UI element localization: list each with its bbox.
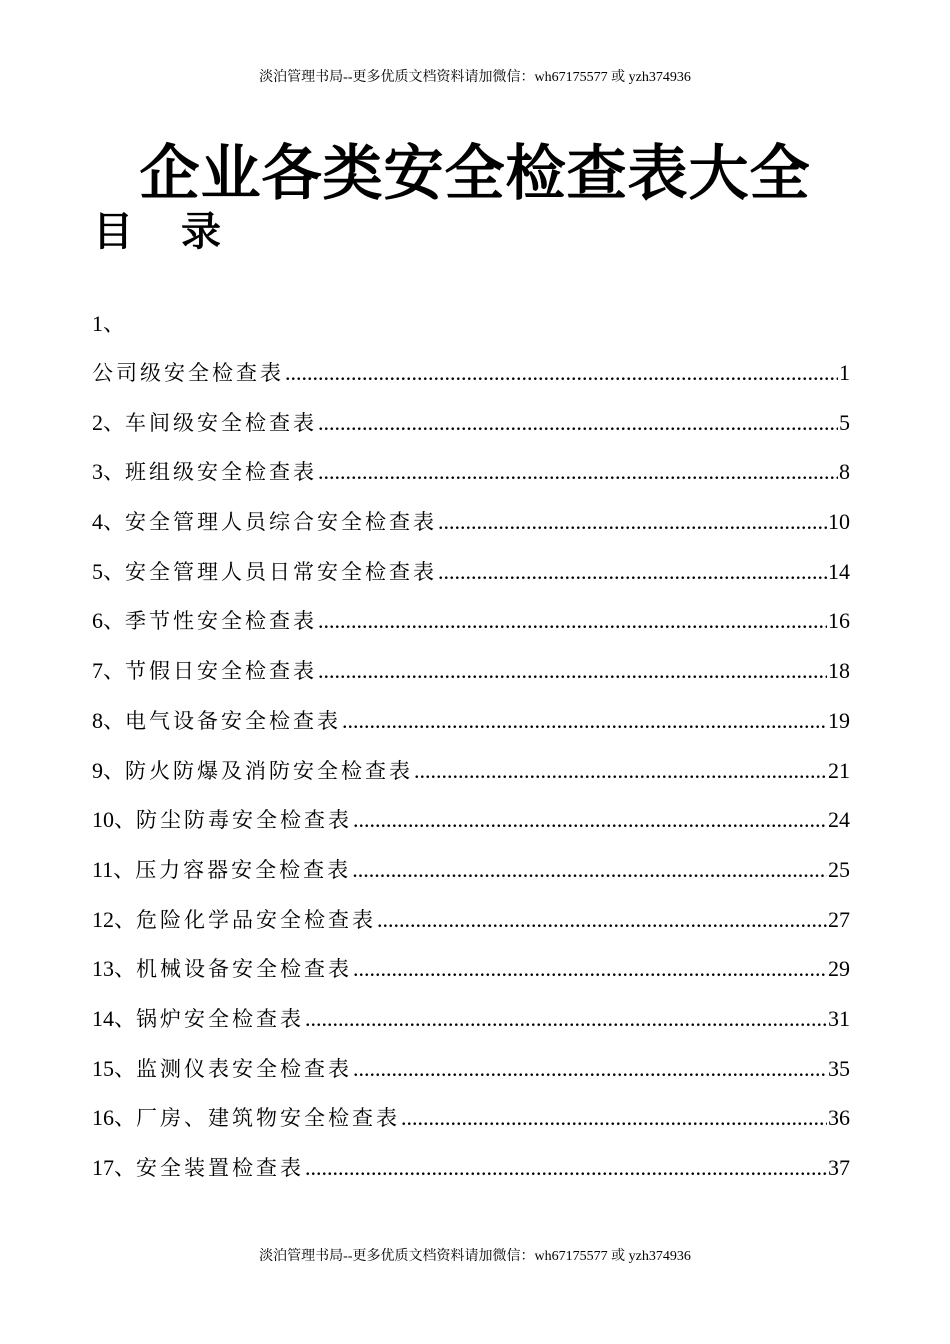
toc-entry-title: 电气设备安全检查表 (125, 708, 342, 733)
toc-entry-title: 防火防爆及消防安全检查表 (125, 758, 414, 783)
toc-page-number: 27 (828, 906, 850, 932)
toc-entry[interactable] (92, 1098, 850, 1148)
toc-entry-title: 厂房、建筑物安全检查表 (136, 1106, 401, 1131)
toc-entry-number: 4、 (92, 509, 126, 535)
toc-entry-number: 3、 (92, 459, 126, 485)
toc-entry[interactable] (92, 1049, 850, 1099)
toc-entry[interactable] (92, 502, 850, 552)
table-of-contents (92, 303, 850, 1198)
toc-entry[interactable] (92, 1148, 850, 1198)
toc-dot-leader (438, 552, 827, 592)
toc-entry-title: 监测仪表安全检查表 (136, 1056, 353, 1081)
toc-dot-leader (353, 1049, 827, 1089)
toc-entry-number: 11、 (92, 856, 136, 882)
toc-entry[interactable] (92, 552, 850, 602)
toc-entry[interactable] (92, 751, 850, 801)
toc-entry-number: 7、 (92, 658, 126, 684)
toc-dot-leader (318, 452, 838, 492)
toc-entry-title: 安全管理人员综合安全检查表 (125, 510, 438, 535)
page-footer: 淡泊管理书局--更多优质文档资料请加微信：wh67175577 或 yzh374936 (259, 1249, 691, 1264)
toc-page-number: 25 (828, 856, 850, 882)
toc-entry-number: 17、 (92, 1155, 137, 1180)
toc-dot-leader (318, 601, 827, 641)
toc-entry[interactable] (92, 900, 850, 950)
toc-entry[interactable] (92, 701, 850, 751)
toc-dot-leader (353, 800, 827, 840)
toc-dot-leader (305, 999, 827, 1039)
toc-entry-title: 危险化学品安全检查表 (136, 907, 377, 932)
toc-entry-title: 机械设备安全检查表 (136, 957, 353, 982)
toc-entry-number: 10、 (92, 807, 137, 833)
toc-entry-title: 季节性安全检查表 (125, 609, 318, 634)
toc-entry-title: 压力容器安全检查表 (135, 857, 352, 882)
toc-page-number: 5 (839, 409, 850, 435)
toc-entry[interactable] (92, 949, 850, 999)
toc-entry-title: 防尘防毒安全检查表 (136, 808, 353, 833)
toc-dot-leader (353, 949, 827, 989)
toc-entry[interactable] (92, 651, 850, 701)
toc-dot-leader (318, 403, 838, 443)
toc-page-number: 10 (828, 509, 850, 535)
toc-page-number: 1 (839, 360, 850, 385)
toc-page-number: 36 (828, 1105, 850, 1131)
toc-entry-number: 8、 (92, 707, 126, 733)
toc-dot-leader (438, 502, 827, 542)
toc-dot-leader (318, 651, 827, 691)
toc-entry[interactable] (92, 850, 850, 900)
toc-first-number: 1、 (92, 311, 126, 336)
toc-dot-leader (352, 850, 827, 890)
toc-entry-title: 锅炉安全检查表 (136, 1006, 305, 1031)
toc-page-number: 35 (828, 1055, 850, 1081)
toc-page-number: 14 (828, 558, 850, 584)
toc-page-number: 8 (839, 459, 850, 485)
toc-dot-leader (342, 701, 827, 741)
toc-entry-title: 安全管理人员日常安全检查表 (125, 559, 438, 584)
toc-entry-title: 公司级安全检查表 (92, 361, 284, 385)
toc-page-number: 31 (828, 1005, 850, 1031)
toc-page-number: 18 (828, 658, 850, 684)
toc-entry-number: 9、 (92, 757, 126, 783)
toc-page-number: 24 (828, 807, 850, 833)
toc-dot-leader (285, 353, 838, 393)
toc-entry-number: 12、 (92, 906, 137, 932)
toc-entry-number: 14、 (92, 1005, 137, 1031)
toc-entry-title: 班组级安全检查表 (125, 460, 318, 485)
toc-entry-number: 2、 (92, 409, 126, 435)
toc-heading: 目录 (93, 209, 269, 255)
toc-entry-title: 节假日安全检查表 (125, 659, 318, 684)
toc-page-number: 16 (828, 608, 850, 634)
toc-dot-leader (305, 1148, 827, 1188)
toc-entry[interactable] (92, 999, 850, 1049)
toc-entry[interactable] (92, 601, 850, 651)
toc-entry[interactable] (92, 353, 850, 403)
toc-entry-number: 16、 (92, 1105, 137, 1131)
toc-entry[interactable] (92, 452, 850, 502)
toc-dot-leader (377, 900, 827, 940)
page-header: 淡泊管理书局--更多优质文档资料请加微信：wh67175577 或 yzh374936 (259, 70, 691, 85)
toc-page-number: 21 (828, 757, 850, 783)
toc-entry-number: 15、 (92, 1055, 137, 1081)
document-title: 企业各类安全检查表大全 (139, 139, 811, 209)
toc-entry[interactable] (92, 800, 850, 850)
toc-dot-leader (401, 1098, 827, 1138)
toc-entry-title: 车间级安全检查表 (125, 410, 318, 435)
toc-page-number: 37 (828, 1155, 850, 1180)
toc-entry[interactable] (92, 403, 850, 453)
toc-entry-number: 6、 (92, 608, 126, 634)
toc-entry-title: 安全装置检查表 (136, 1156, 305, 1180)
toc-entry-number: 13、 (92, 956, 137, 982)
toc-entry-number: 5、 (92, 558, 126, 584)
toc-page-number: 19 (828, 707, 850, 733)
toc-dot-leader (414, 751, 827, 791)
toc-page-number: 29 (828, 956, 850, 982)
